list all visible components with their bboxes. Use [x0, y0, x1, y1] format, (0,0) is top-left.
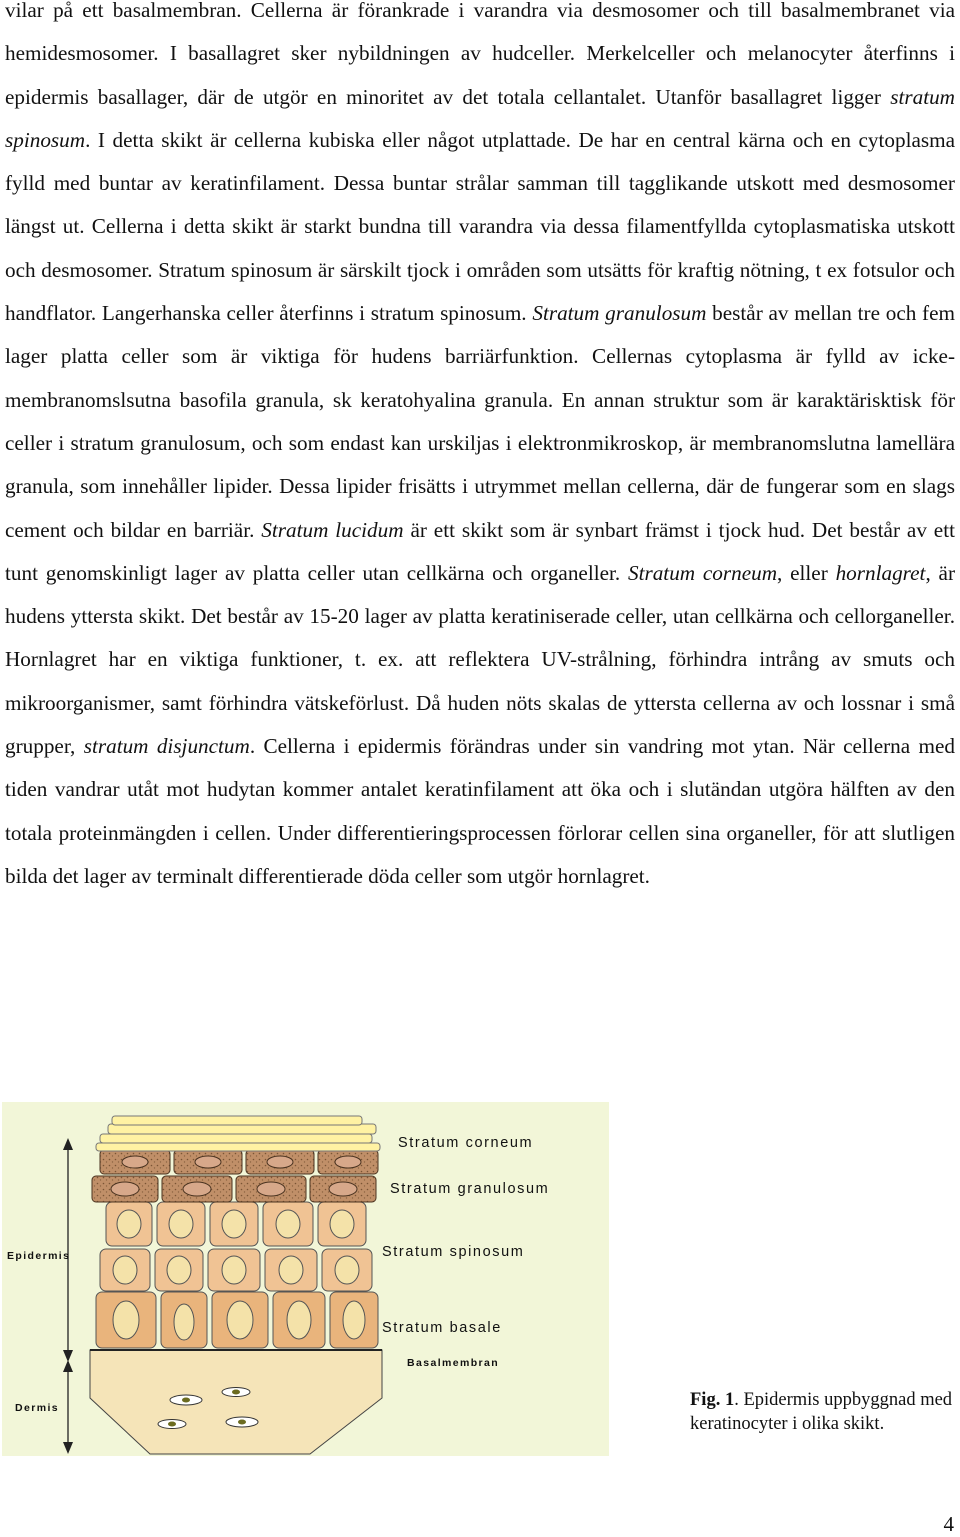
- figure-caption: [690, 1388, 960, 1436]
- stratum-spinosum-cells: [100, 1202, 372, 1291]
- text-run: . Cellerna i epidermis förändras under sin vandring mot ytan. När cellerna med tiden vandrar utåt mot hudytan kommer antalet keratinfilament att öka och i slutändan utgöra hälften av den totala proteinmängden i cellen. Under differentieringsprocessen förlorar cellen sina organeller, för att slutligen bilda det lager av terminalt differentierade döda celler som utgör hornlagret.: [5, 734, 956, 888]
- body-paragraph: [5, 0, 955, 898]
- italic-term: Stratum granulosum: [532, 301, 707, 326]
- italic-term: stratum disjunctum: [83, 734, 250, 759]
- label-stratum-corneum: Stratum corneum: [398, 1135, 534, 1151]
- italic-term: Stratum corneum: [627, 560, 778, 585]
- text-run: , eller: [777, 560, 836, 585]
- text-run: . I detta skikt är cellerna kubiska eller något utplattade. De har en central kärna och en cytoplasma fylld med buntar av keratinfilament. Dessa buntar strålar samman till tagglikande utskott med desmosomer längst ut. Cellerna i detta skikt är starkt bundna till varandra via dessa filamentfyllda cytoplasmatiska utskott och desmosomer. Stratum spinosum är särskilt tjock i områden som utsätts för kraftig nötning, t ex fotsulor och handflator. Langerhanska celler återfinns i stratum spinosum.: [5, 127, 955, 326]
- label-stratum-granulosum: Stratum granulosum: [390, 1181, 550, 1197]
- label-dermis: Dermis: [15, 1402, 60, 1414]
- stratum-basale-cells: [96, 1292, 378, 1348]
- caption-text: . Epidermis uppbyggnad med keratinocyter i olika skikt.: [690, 1390, 953, 1434]
- label-epidermis: Epidermis: [7, 1250, 71, 1262]
- page-number: 4: [943, 1512, 954, 1536]
- text-run: är ett skikt som är synbart främst i tjock hud. Det består av ett tunt genomskinligt lager av platta celler utan cellkärna och organeller.: [5, 517, 955, 585]
- italic-term: hornlagret: [835, 560, 926, 585]
- italic-term: Stratum lucidum: [261, 517, 404, 542]
- text-run: består av mellan tre och fem lager platta celler som är viktiga för hudens barriärfunktion. Cellernas cytoplasma är fylld av icke-membranomslsutna basofila granula, sk keratohyalina granula. En annan struktur som är karaktärisktisk för celler i stratum granulosum, och som endast kan urskiljas i elektronmikroskop, är membranomslutna lamellära granula, som innehåller lipider. Dessa lipider frisätts i utrymmet mellan cellerna, där de fungerar som en slags cement och bildar en barriär.: [5, 301, 955, 542]
- label-stratum-basale: Stratum basale: [382, 1320, 502, 1336]
- caption-fig-number: Fig. 1: [690, 1390, 735, 1410]
- text-run: vilar på ett basalmembran. Cellerna är förankrade i varandra via desmosomer och till basalmembranet via hemidesmosomer. I basallagret sker nybildningen av hudceller. Merkelceller och melanocyter återfinns i epidermis basallager, där de utgör en minoritet av det totala cellantalet. Utanför basallagret ligger: [5, 0, 955, 109]
- italic-term: stratum spinosum: [5, 84, 955, 152]
- label-stratum-spinosum: Stratum spinosum: [382, 1244, 525, 1260]
- stratum-corneum-cells: [96, 1116, 380, 1151]
- label-basalmembran: Basalmembran: [407, 1357, 500, 1369]
- text-run: , är hudens yttersta skikt. Det består av 15-20 lager av platta keratiniserade celler, utan cellkärna och cellorganeller. Hornlagret har en viktiga funktioner, t. ex. att reflektera UV-strålning, förhindra intrång av smuts och mikroorganismer, samt förhindra vätskeförlust. Då huden nöts skalas de yttersta cellerna av och lossnar i små grupper,: [5, 560, 955, 759]
